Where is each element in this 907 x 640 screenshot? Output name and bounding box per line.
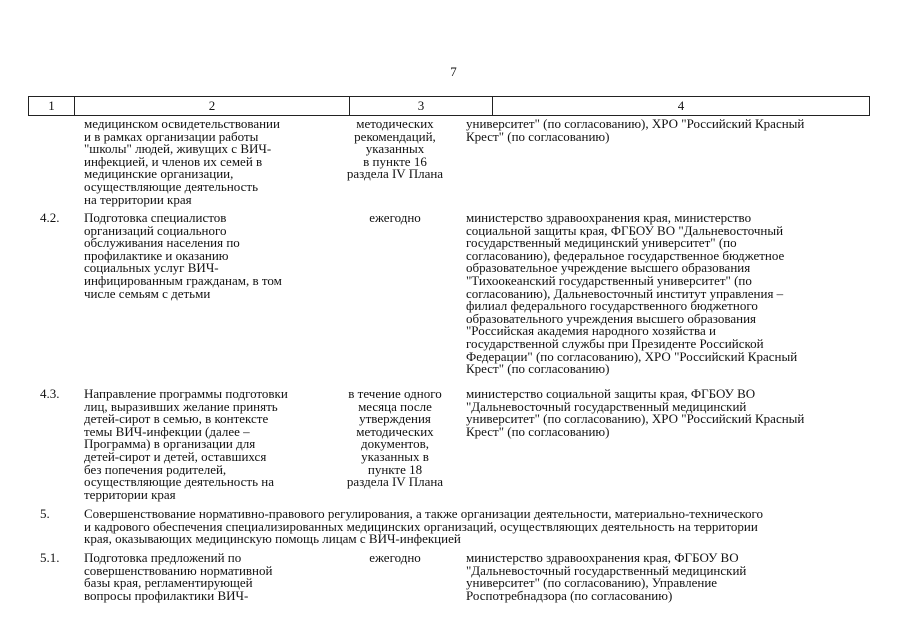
table-header — [28, 96, 870, 116]
row-number: 4.3. — [40, 386, 60, 401]
row-activity: Подготовка специалистов организаций социального обслуживания населения по профилактике и оказанию социальных услуг ВИЧ- инфицированным гражданам, в том числе семьям с детьми — [84, 210, 282, 301]
row-number: 5.1. — [40, 550, 60, 565]
header-col-1: 1 — [29, 97, 75, 115]
header-col-3: 3 — [350, 97, 493, 115]
row-deadline: ежегодно — [369, 550, 421, 565]
header-col-4: 4 — [677, 98, 685, 113]
header-col-2: 2 — [75, 97, 350, 115]
row-activity: медицинском освидетельствовании и в рамках организации работы "школы" людей, живущих с ВИЧ- инфекцией, и членов их семей в медицинские организации, осуществляющие деятельность на территории края — [84, 116, 280, 207]
row-executors: министерство здравоохранения края, ФГБОУ ВО "Дальневосточный государственный медицинский университет" (по согласованию), Управление Роспотребнадзора (по согласованию) — [466, 550, 747, 603]
page-number: 7 — [450, 64, 457, 79]
row-deadline: методических рекомендаций, указанных в пункте 16 раздела IV Плана — [346, 116, 444, 182]
row-deadline: в течение одного месяца после утверждения методических документов, указанных в пункте 18 раздела IV Плана — [346, 386, 444, 490]
row-executors: министерство здравоохранения края, министерство социальной защиты края, ФГБОУ ВО "Дальневосточный государственный медицинский университет" (по согласованию), федеральное государственное бюджетное образовательное учреждение высшего образования "Тихоокеанский государственный университет" (по согласованию), Дальневосточный институт управления – филиал федерального государственного бюджетного образовательного учреждения высшего образования "Российская академия народного хозяйства и государственной службы при Президенте Российской Федерации" (по согласованию), ХРО "Российский Красный Крест" (по согласованию) — [466, 210, 798, 377]
row-executors: министерство социальной защиты края, ФГБОУ ВО "Дальневосточный государственный медицинский университет" (по согласованию), ХРО "Российский Красный Крест" (по согласованию) — [466, 386, 805, 439]
row-activity: Подготовка предложений по совершенствованию нормативной базы края, регламентирующей вопросы профилактики ВИЧ- — [84, 550, 273, 603]
row-executors: университет" (по согласованию), ХРО "Российский Красный Крест" (по согласованию) — [466, 116, 805, 144]
section-text: Совершенствование нормативно-правового регулирования, а также организации деятельности, материально-технического и кадрового обеспечения специализированных медицинских организаций, осуществляющих деятельность на территории края, оказывающих медицинскую помощь лицам с ВИЧ-инфекцией — [84, 506, 764, 547]
section-number: 5. — [40, 506, 50, 521]
row-activity: Направление программы подготовки лиц, выразивших желание принять детей-сирот в семью, в контексте темы ВИЧ-инфекции (далее – Программа) в организации для детей-сирот и детей, оставшихся без попечения родителей, осуществляющие деятельность на территории края — [84, 386, 288, 502]
row-deadline: ежегодно — [369, 210, 421, 225]
row-number: 4.2. — [40, 210, 60, 225]
